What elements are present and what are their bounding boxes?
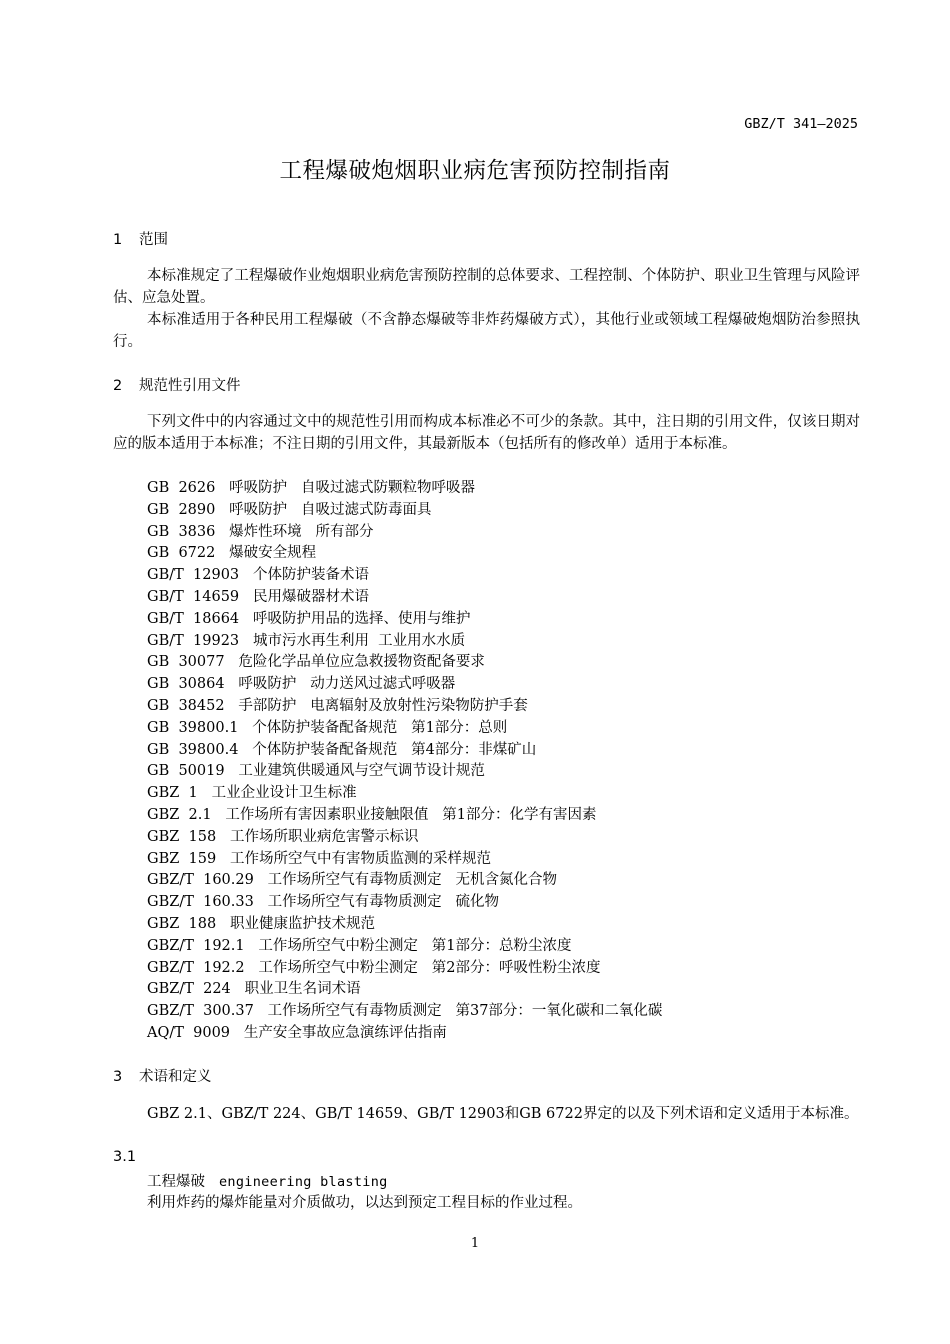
reference-item: AQ/T 9009 生产安全事故应急演练评估指南: [147, 1024, 447, 1041]
reference-item: GB 39800.1 个体防护装备配备规范 第1部分：总则: [147, 719, 508, 736]
document-title: 工程爆破炮烟职业病危害预防控制指南: [279, 158, 671, 184]
paragraph: 本标准规定了工程爆破作业炮烟职业病危害预防控制的总体要求、工程控制、个体防护、职业卫生管理与风险评估、应急处置。: [113, 268, 860, 306]
paragraph: 下列文件中的内容通过文中的规范性引用而构成本标准必不可少的条款。其中，注日期的引用文件，仅该日期对应的版本适用于本标准；不注日期的引用文件，其最新版本（包括所有的修改单）适用于本标准。: [113, 414, 860, 452]
term-chinese: 工程爆破: [147, 1174, 205, 1190]
reference-item: GB 39800.4 个体防护装备配备规范 第4部分：非煤矿山: [147, 741, 537, 758]
section-number: 1: [113, 232, 123, 248]
reference-item: GBZ/T 160.29 工作场所空气有毒物质测定 无机含氮化合物: [147, 872, 557, 889]
section-title: 规范性引用文件: [139, 378, 241, 394]
reference-item: GB 30077 危险化学品单位应急救援物资配备要求: [147, 654, 485, 671]
reference-item: GB 2890 呼吸防护 自吸过滤式防毒面具: [147, 501, 432, 518]
reference-item: GBZ/T 300.37 工作场所空气有毒物质测定 第37部分：一氧化碳和二氧化碳: [147, 1003, 663, 1020]
reference-item: GBZ/T 192.2 工作场所空气中粉尘测定 第2部分：呼吸性粉尘浓度: [147, 959, 601, 976]
term-entry: [147, 1170, 388, 1191]
section-2-heading: [113, 374, 241, 395]
reference-item: GB 30864 呼吸防护 动力送风过滤式呼吸器: [147, 676, 456, 693]
page-number: 1: [470, 1236, 480, 1251]
reference-item: GBZ 159 工作场所空气中有害物质监测的采样规范: [147, 850, 492, 867]
reference-item: GB/T 18664 呼吸防护用品的选择、使用与维护: [147, 610, 471, 627]
term-english: engineering blasting: [219, 1174, 388, 1190]
section-1-heading: [113, 228, 168, 249]
paragraph: GBZ 2.1、GBZ/T 224、GB/T 14659、GB/T 12903和GB 6722界定的以及下列术语和定义适用于本标准。: [147, 1106, 859, 1122]
reference-item: GBZ 158 工作场所职业病危害警示标识: [147, 828, 419, 845]
reference-item: GBZ 1 工业企业设计卫生标准: [147, 785, 357, 802]
reference-item: GB/T 12903 个体防护装备术语: [147, 567, 369, 584]
reference-item: GB/T 19923 城市污水再生利用 工业用水水质: [147, 632, 466, 649]
reference-item: GBZ/T 160.33 工作场所空气有毒物质测定 硫化物: [147, 894, 499, 911]
section-number: 2: [113, 378, 123, 394]
reference-item: GBZ 188 职业健康监护技术规范: [147, 915, 376, 932]
reference-item: GB 2626 呼吸防护 自吸过滤式防颗粒物呼吸器: [147, 480, 476, 496]
section-title: 术语和定义: [139, 1069, 212, 1085]
reference-item: GB/T 14659 民用爆破器材术语: [147, 588, 369, 605]
reference-item: GBZ/T 224 职业卫生名词术语: [147, 981, 361, 998]
reference-list: [147, 478, 662, 1045]
term-definition: 利用炸药的爆炸能量对介质做功，以达到预定工程目标的作业过程。: [147, 1195, 582, 1211]
section-3-heading: [113, 1065, 212, 1086]
paragraph: 本标准适用于各种民用工程爆破（不含静态爆破等非炸药爆破方式），其他行业或领域工程爆破炮烟防治参照执行。: [113, 312, 860, 350]
reference-item: GB 6722 爆破安全规程: [147, 545, 317, 562]
reference-item: GB 38452 手部防护 电离辐射及放射性污染物防护手套: [147, 697, 528, 714]
section-number: 3: [113, 1069, 123, 1085]
reference-item: GB 3836 爆炸性环境 所有部分: [147, 523, 374, 540]
standard-code: GBZ/T 341—2025: [744, 116, 858, 132]
clause-number: 3.1: [113, 1149, 137, 1165]
reference-item: GBZ/T 192.1 工作场所空气中粉尘测定 第1部分：总粉尘浓度: [147, 937, 572, 954]
section-title: 范围: [139, 232, 168, 248]
reference-item: GBZ 2.1 工作场所有害因素职业接触限值 第1部分：化学有害因素: [147, 806, 597, 823]
reference-item: GB 50019 工业建筑供暖通风与空气调节设计规范: [147, 763, 485, 780]
